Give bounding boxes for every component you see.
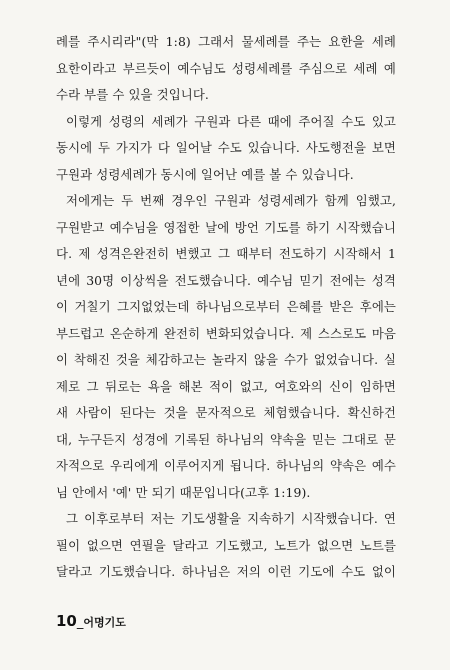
page-footer <box>56 612 126 630</box>
text-line: 자적으로 우리에게 이루어지게 됩니다. 하나님의 약속은 예수 <box>56 458 396 473</box>
text-line: 다. 제 성격은완전히 변했고 그 때부터 전도하기 시작해서 1 <box>56 246 396 261</box>
body-text <box>56 29 396 586</box>
text-line: 대, 누구든지 성경에 기록된 하나님의 약속을 믿는 그대로 문 <box>56 431 396 447</box>
text-line: 필이 없으면 연필을 달라고 기도했고, 노트가 없으면 노트를 <box>56 537 396 553</box>
text-line: 부드럽고 온순하게 완전히 변화되었습니다. 제 스스로도 마음 <box>56 325 396 341</box>
text-line: 요한이라고 부르듯이 예수님도 성령세례를 주심으로 세례 예 <box>56 60 396 76</box>
text-line: 제로 그 뒤로는 욕을 해본 적이 없고, 여호와의 신이 임하면 <box>56 378 396 394</box>
text-line: 달라고 기도했습니다. 하나님은 저의 이런 기도에 수도 없이 <box>56 564 396 579</box>
footer-separator: _ <box>76 615 84 630</box>
text-line: 구원과 성령세례가 동시에 일어난 예를 볼 수 있습니다. <box>56 166 354 182</box>
text-line: 님 안에서 '예' 만 되기 때문입니다(고후 1:19). <box>56 484 311 500</box>
page-number: 10 <box>56 612 77 630</box>
text-line: 구원받고 예수님을 영접한 날에 방언 기도를 하기 시작했습니 <box>56 219 396 235</box>
text-line: 이 거칠기 그지없었는데 하나님으로부터 은혜를 받은 후에는 <box>56 299 396 314</box>
running-title: 어명기도 <box>83 616 126 629</box>
text-line: 그 이후로부터 저는 기도생활을 지속하기 시작했습니다. 연 <box>66 511 396 526</box>
text-line: 이렇게 성령의 세례가 구원과 다른 때에 주어질 수도 있고 <box>66 113 396 129</box>
text-line: 이 착해진 것을 체감하고는 놀라지 않을 수가 없었습니다. 실 <box>56 352 396 367</box>
text-line: 년에 30명 이상씩을 전도했습니다. 예수님 믿기 전에는 성격 <box>56 272 396 288</box>
text-line: 례를 주시리라"(막 1:8) 그래서 물세례를 주는 요한을 세례 <box>56 34 396 49</box>
text-line: 저에게는 두 번째 경우인 구원과 성령세례가 함께 임했고, <box>66 193 396 208</box>
text-line: 동시에 두 가지가 다 일어날 수도 있습니다. 사도행전을 보면 <box>56 140 396 155</box>
text-line: 수라 부를 수 있을 것입니다. <box>56 87 209 102</box>
text-line: 새 사람이 된다는 것을 문자적으로 체험했습니다. 확신하건 <box>56 405 396 420</box>
